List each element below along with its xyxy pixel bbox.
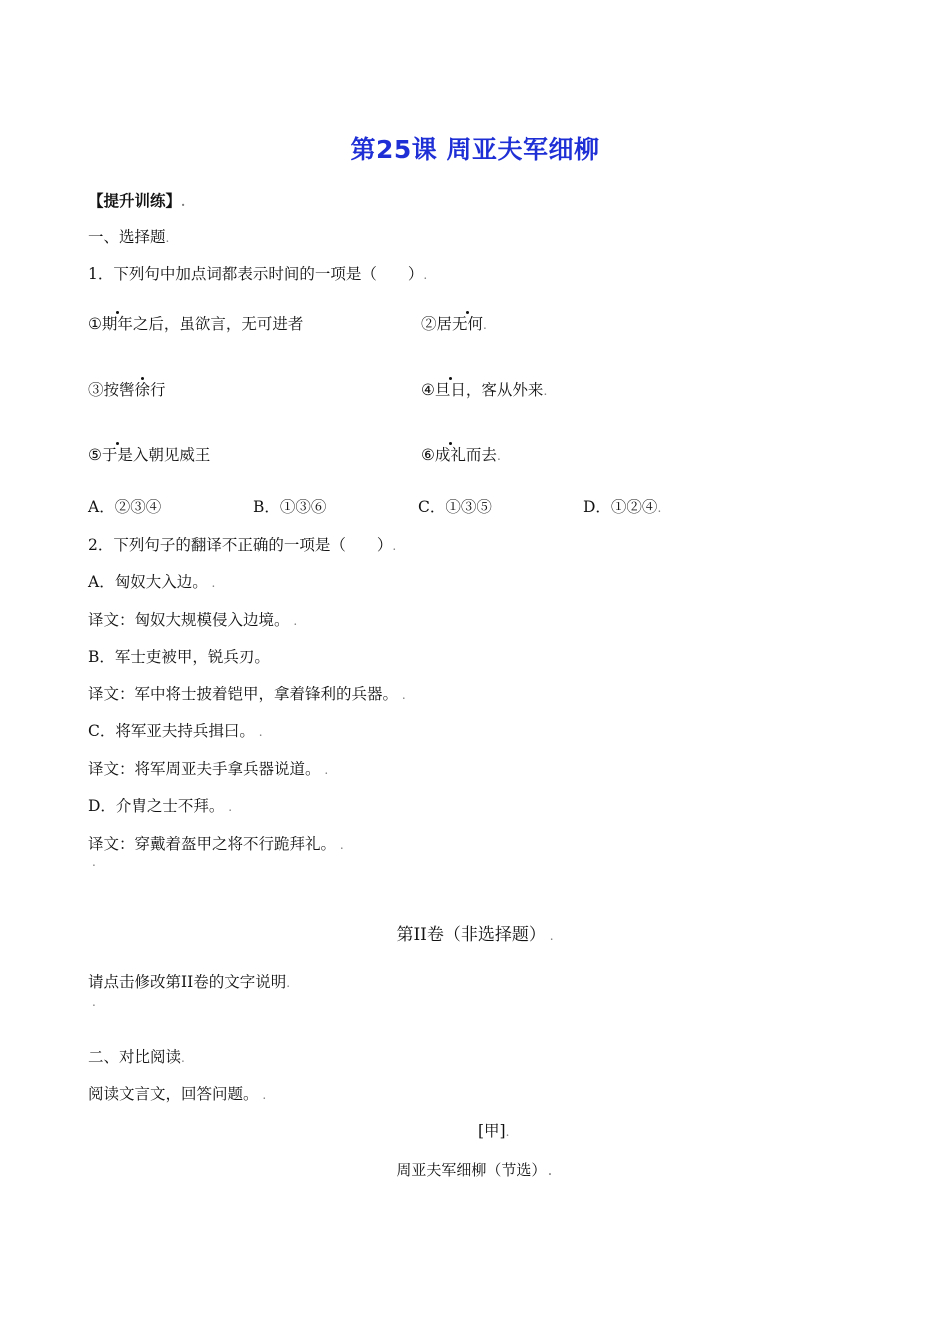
q1-item-6: ⑥成礼而去. bbox=[421, 446, 501, 464]
q1-stem: 1．下列句中加点词都表示时间的一项是（ ）. bbox=[88, 265, 428, 283]
q2-line: 译文：军中将士披着铠甲，拿着锋利的兵器。 . bbox=[88, 685, 406, 703]
section-training-label: 【提升训练】. bbox=[88, 191, 186, 210]
q2-line: A．匈奴大入边。 . bbox=[88, 573, 216, 591]
q1-option-d: D．①②④. bbox=[583, 498, 662, 516]
q2-stem: 2．下列句子的翻译不正确的一项是（ ）. bbox=[88, 536, 397, 554]
page-title: 第25课 周亚夫军细柳 bbox=[350, 135, 600, 164]
volume2-heading: 第II卷（非选择题） . bbox=[396, 925, 554, 945]
q2-line: C．将军亚夫持兵揖曰。 . bbox=[88, 722, 263, 740]
q2-line: 译文：穿戴着盔甲之将不行跪拜礼。 . bbox=[88, 835, 344, 853]
q1-item-1: ①期年之后，虽欲言，无可进者 bbox=[88, 315, 304, 333]
q2-line: B．军士吏被甲，锐兵刃。 bbox=[88, 648, 270, 666]
q2-line: 译文：将军周亚夫手拿兵器说道。 . bbox=[88, 760, 329, 778]
q1-option-a: A．②③④ bbox=[88, 498, 162, 516]
paragraph-mark: . bbox=[92, 855, 96, 869]
q1-item-3: ③按辔徐行 bbox=[88, 381, 166, 399]
passage-title: 周亚夫军细柳（节选）. bbox=[396, 1161, 554, 1179]
paragraph-mark: . bbox=[92, 995, 96, 1009]
volume2-note: 请点击修改第II卷的文字说明. bbox=[88, 973, 291, 991]
q1-option-c: C．①③⑤ bbox=[418, 498, 492, 516]
q1-item-5: ⑤于是入朝见威王 bbox=[88, 446, 211, 464]
q2-line: D．介胄之士不拜。 . bbox=[88, 797, 233, 815]
q2-line: 译文：匈奴大规模侵入边境。 . bbox=[88, 611, 298, 629]
part2-heading: 二、对比阅读. bbox=[88, 1048, 185, 1066]
q1-item-4: ④旦日，客从外来. bbox=[421, 381, 548, 399]
q1-item-2: ②居无何. bbox=[421, 315, 487, 333]
passage-label: [甲]. bbox=[478, 1122, 510, 1140]
part1-heading: 一、选择题. bbox=[88, 228, 170, 246]
q1-option-b: B．①③⑥ bbox=[253, 498, 327, 516]
part2-instruction: 阅读文言文，回答问题。 . bbox=[88, 1085, 267, 1103]
